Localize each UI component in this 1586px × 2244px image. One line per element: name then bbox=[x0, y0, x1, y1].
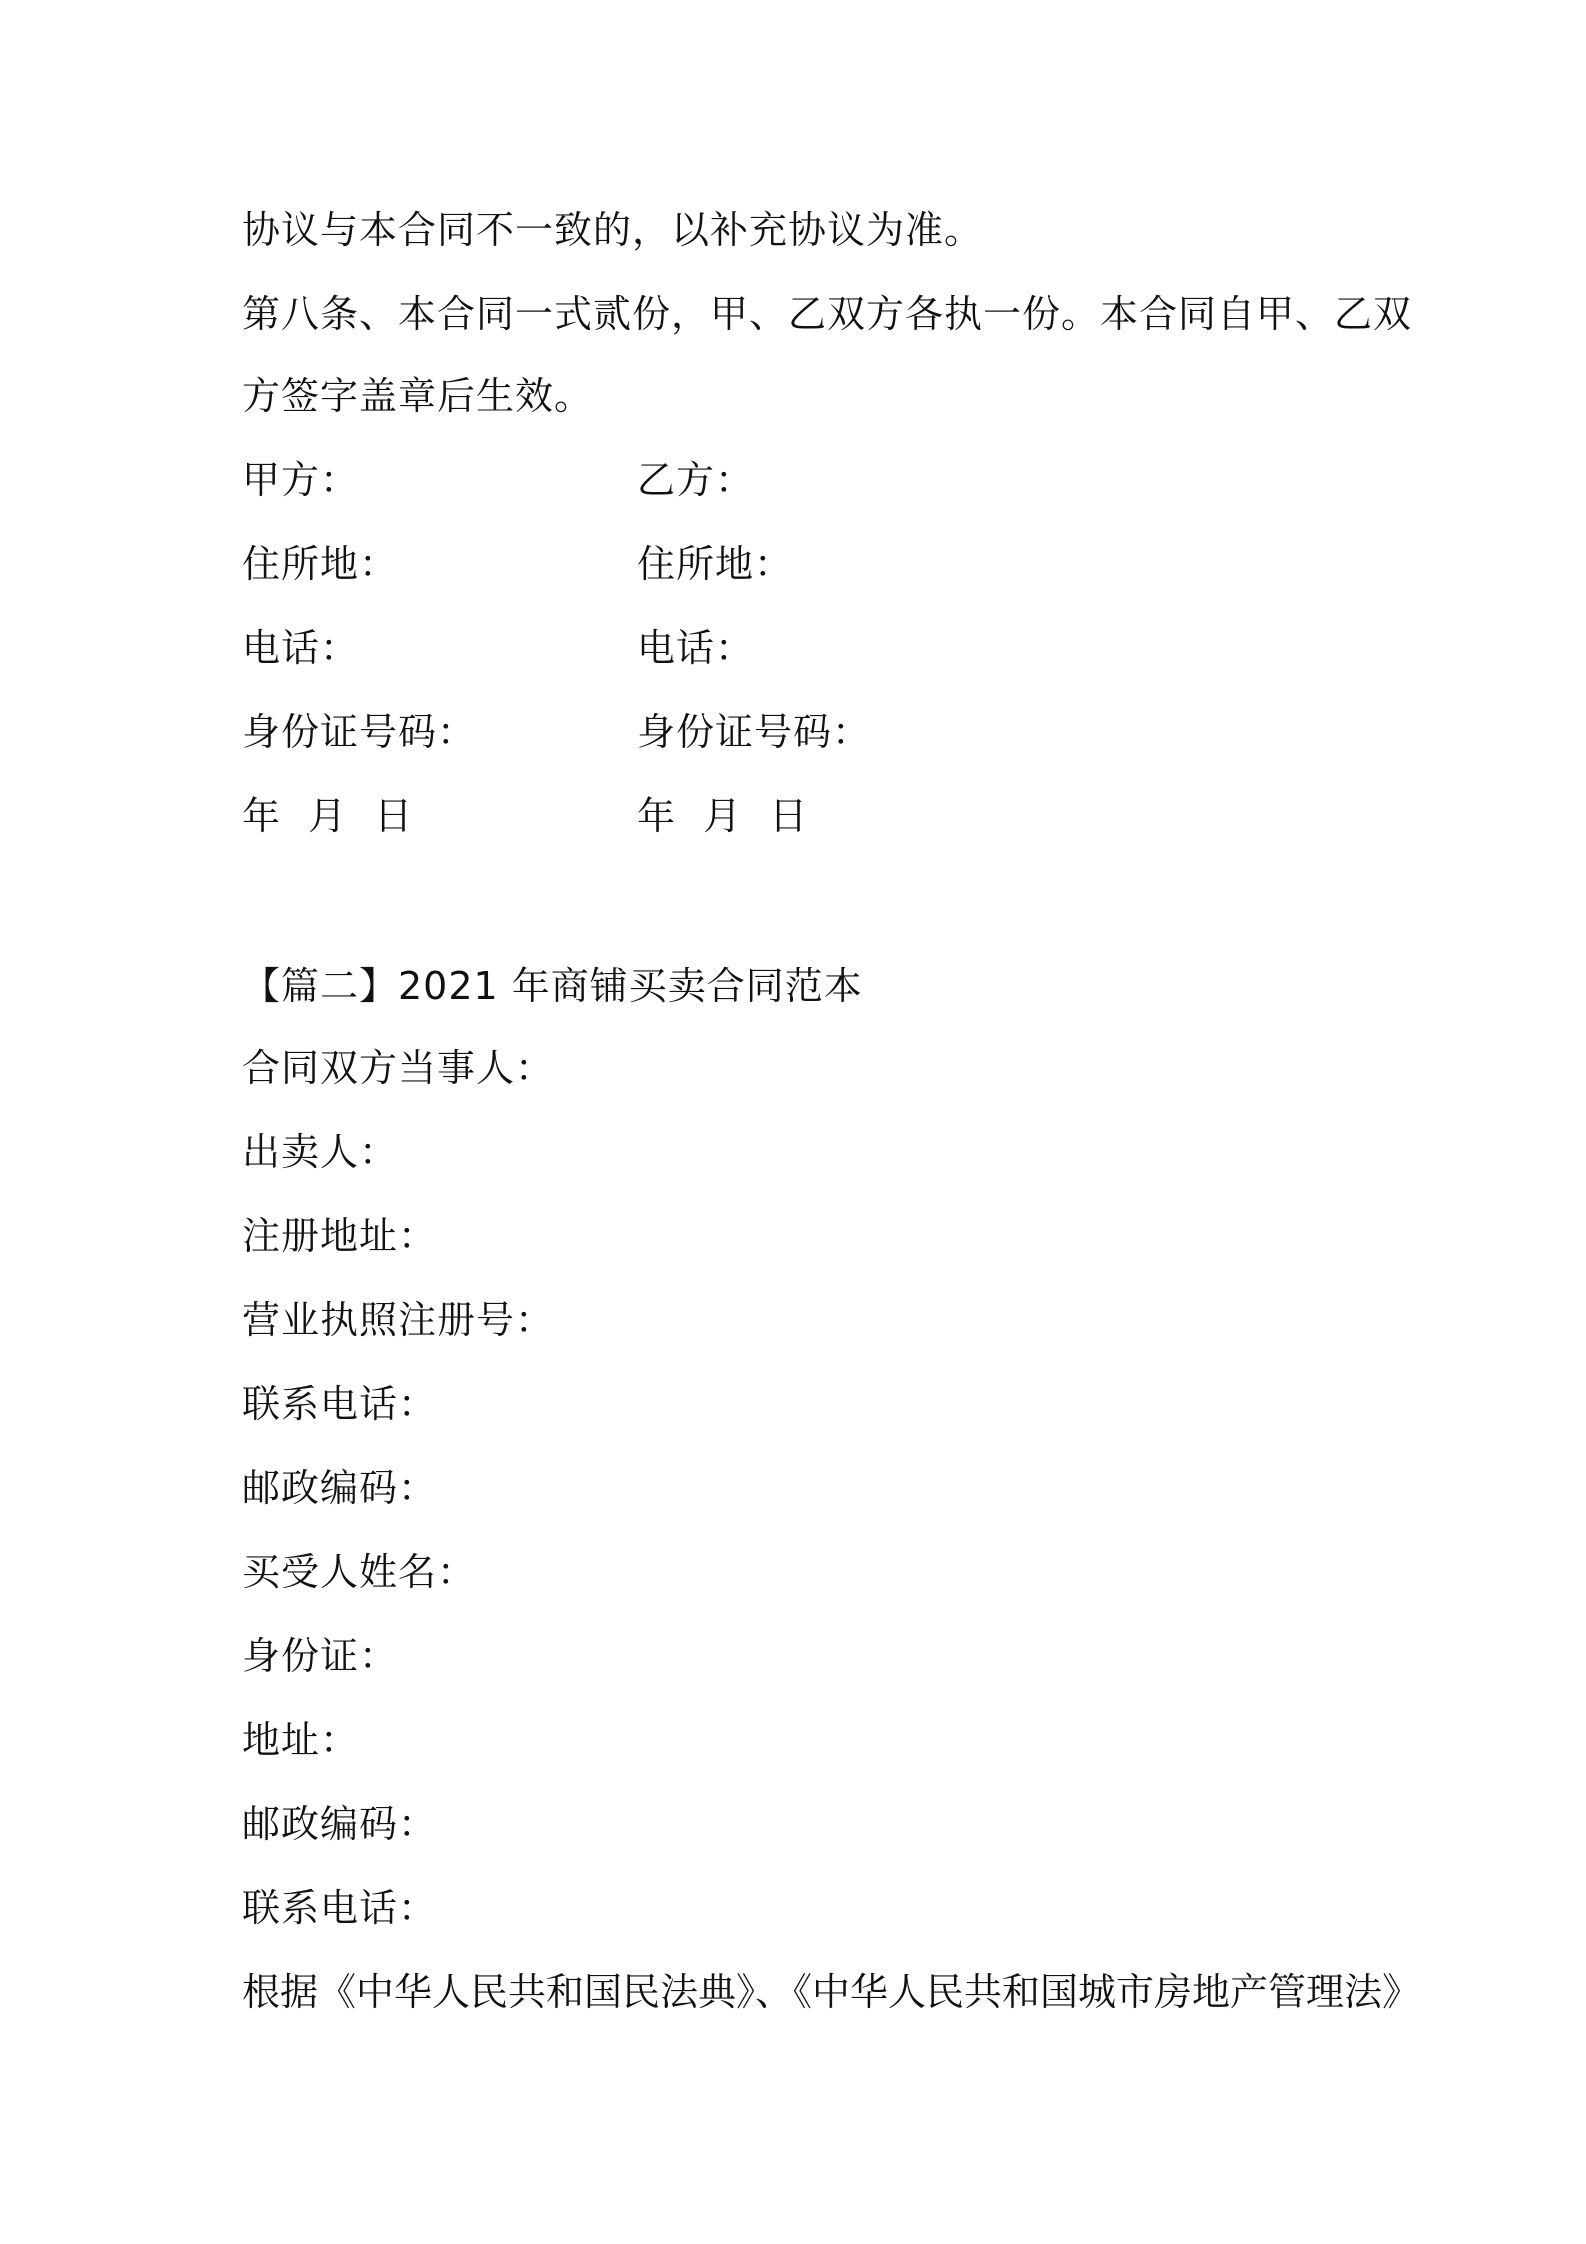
day-label: 日 bbox=[769, 794, 809, 838]
buyer-address-label: 地址： bbox=[242, 1718, 360, 1762]
buyer-phone-label: 联系电话： bbox=[242, 1886, 438, 1930]
license-no-label: 营业执照注册号： bbox=[242, 1298, 555, 1342]
day-label: 日 bbox=[374, 794, 414, 838]
month-label: 月 bbox=[308, 794, 348, 838]
text-line: 第八条、本合同一式贰份，甲、乙双方各执一份。本合同自甲、乙双 bbox=[242, 292, 1413, 336]
buyer-id-label: 身份证： bbox=[242, 1634, 399, 1678]
seller-postcode-label: 邮政编码： bbox=[242, 1466, 438, 1510]
text-line: 方签字盖章后生效。 bbox=[242, 374, 594, 418]
seller-phone-label: 联系电话： bbox=[242, 1382, 438, 1426]
party-a-phone-label: 电话： bbox=[242, 626, 360, 670]
reg-address-label: 注册地址： bbox=[242, 1214, 438, 1258]
month-label: 月 bbox=[703, 794, 743, 838]
party-b-address-label: 住所地： bbox=[637, 542, 794, 586]
legal-basis-text: 根据《中华人民共和国民法典》、《中华人民共和国城市房地产管理法》 bbox=[242, 1970, 1421, 2014]
party-b-id-label: 身份证号码： bbox=[637, 710, 872, 754]
party-b-label: 乙方： bbox=[637, 458, 755, 502]
year-label: 年 bbox=[242, 794, 282, 838]
party-b-date bbox=[637, 792, 808, 840]
party-a-date bbox=[242, 792, 413, 840]
party-a-address-label: 住所地： bbox=[242, 542, 399, 586]
party-a-label: 甲方： bbox=[242, 458, 360, 502]
party-b-phone-label: 电话： bbox=[637, 626, 755, 670]
buyer-name-label: 买受人姓名： bbox=[242, 1550, 477, 1594]
section-title: 【篇二】2021 年商铺买卖合同范本 bbox=[242, 964, 863, 1008]
buyer-postcode-label: 邮政编码： bbox=[242, 1802, 438, 1846]
parties-label: 合同双方当事人： bbox=[242, 1046, 555, 1090]
text-line: 协议与本合同不一致的，以补充协议为准。 bbox=[242, 208, 984, 252]
year-label: 年 bbox=[637, 794, 677, 838]
party-a-id-label: 身份证号码： bbox=[242, 710, 477, 754]
seller-label: 出卖人： bbox=[242, 1130, 399, 1174]
